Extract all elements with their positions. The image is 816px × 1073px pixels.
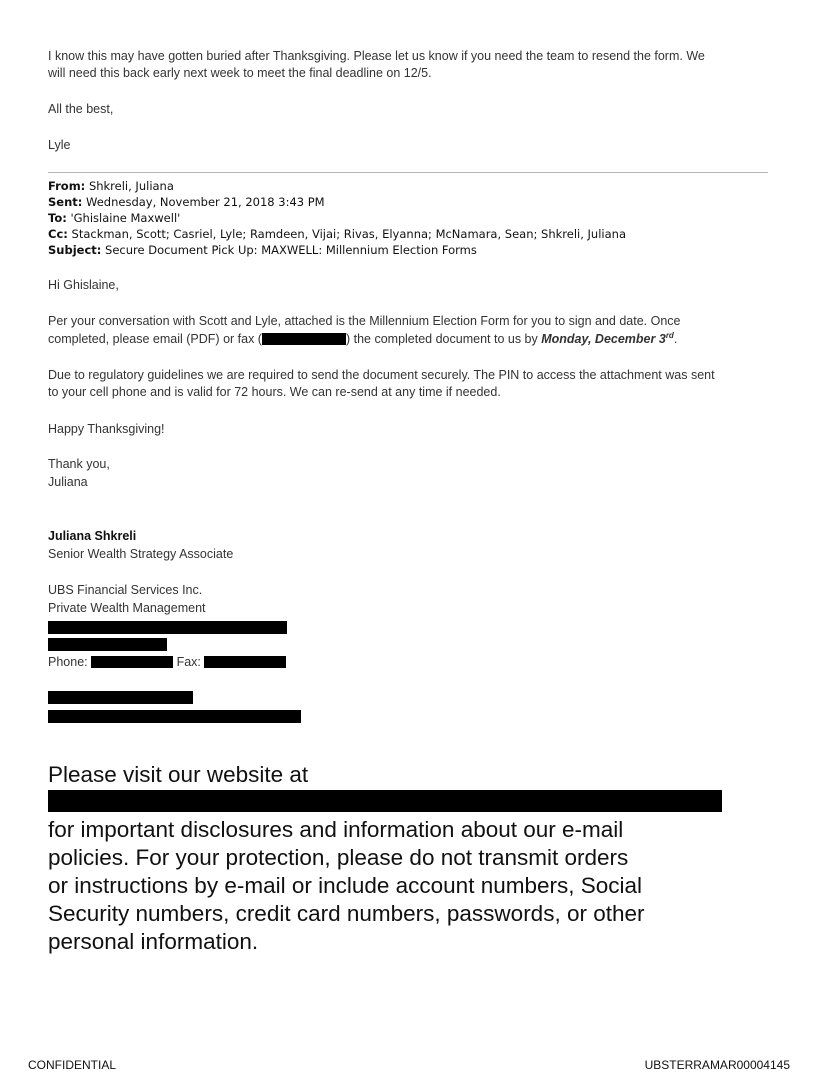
body-p1-line2: [48, 331, 677, 348]
reply-signoff: All the best,: [48, 102, 114, 116]
from-label: From:: [48, 179, 86, 193]
signature-company: UBS Financial Services Inc.: [48, 583, 203, 597]
redaction-website: [48, 710, 301, 723]
sent-value: Wednesday, November 21, 2018 3:43 PM: [86, 195, 325, 209]
sent-label: Sent:: [48, 195, 83, 209]
p1-end: .: [673, 332, 678, 346]
signature-name: Juliana Shkreli: [48, 529, 137, 543]
sender-first-name: Juliana: [48, 475, 88, 489]
reply-line-2: will need this back early next week to meet the final deadline on 12/5.: [48, 66, 432, 80]
footer-confidential: CONFIDENTIAL: [28, 1058, 117, 1072]
signature-phone-fax: [48, 654, 286, 671]
signature-title: Senior Wealth Strategy Associate: [48, 547, 234, 561]
to-value: 'Ghislaine Maxwell': [70, 211, 181, 225]
redaction-address-line-1: [48, 621, 287, 634]
disclaimer-line-1: Please visit our website at: [48, 762, 309, 787]
thanks: Thank you,: [48, 457, 110, 471]
subject-label: Subject:: [48, 243, 102, 257]
to-label: To:: [48, 211, 67, 225]
redaction-email: [48, 691, 193, 704]
from-value: Shkreli, Juliana: [88, 179, 174, 193]
body-p2-line1: Due to regulatory guidelines we are required to send the document securely. The PIN to access the attachment was sent: [48, 368, 715, 382]
subject-value: Secure Document Pick Up: MAXWELL: Millennium Election Forms: [105, 243, 477, 257]
header-subject: [48, 242, 477, 258]
reply-signature: Lyle: [48, 138, 71, 152]
cc-value: Stackman, Scott; Casriel, Lyle; Ramdeen, Vijai; Rivas, Elyanna; McNamara, Sean; Shkreli, Juliana: [71, 227, 626, 241]
header-from: [48, 178, 174, 194]
p1-deadline-sup: rd: [665, 330, 674, 340]
header-to: [48, 210, 180, 226]
p1-deadline: Monday, December 3: [541, 332, 666, 346]
reply-line-1: I know this may have gotten buried after Thanksgiving. Please let us know if you need the team to resend the form. We: [48, 49, 705, 63]
redaction-disclosure-url: [48, 790, 722, 812]
disclaimer-line-2: for important disclosures and information about our e-mail: [48, 817, 624, 842]
disclaimer-line-4: or instructions by e-mail or include account numbers, Social: [48, 873, 643, 898]
disclaimer-line-3: policies. For your protection, please do not transmit orders: [48, 845, 629, 870]
signature-division: Private Wealth Management: [48, 601, 206, 615]
fax-label: Fax:: [176, 655, 201, 669]
redaction-fax: [204, 656, 286, 668]
header-divider: [48, 172, 768, 173]
cc-label: Cc:: [48, 227, 68, 241]
p1-mid: ) the completed document to us by: [345, 332, 542, 346]
phone-label: Phone:: [48, 655, 88, 669]
header-cc: [48, 226, 626, 242]
body-p1-line1: Per your conversation with Scott and Lyle, attached is the Millennium Election Form for you to sign and date. Once: [48, 314, 681, 328]
footer-bates-number: UBSTERRAMAR00004145: [644, 1058, 790, 1072]
redaction-address-line-2: [48, 638, 167, 651]
p1-pre: completed, please email (PDF) or fax (: [48, 332, 262, 346]
disclaimer-line-6: personal information.: [48, 929, 259, 954]
holiday-greeting: Happy Thanksgiving!: [48, 422, 165, 436]
redaction-fax-number: [262, 333, 346, 345]
header-sent: [48, 194, 325, 210]
body-p2-line2: to your cell phone and is valid for 72 hours. We can re-send at any time if needed.: [48, 385, 501, 399]
disclaimer-line-5: Security numbers, credit card numbers, passwords, or other: [48, 901, 645, 926]
redaction-phone: [91, 656, 173, 668]
greeting: Hi Ghislaine,: [48, 278, 119, 292]
